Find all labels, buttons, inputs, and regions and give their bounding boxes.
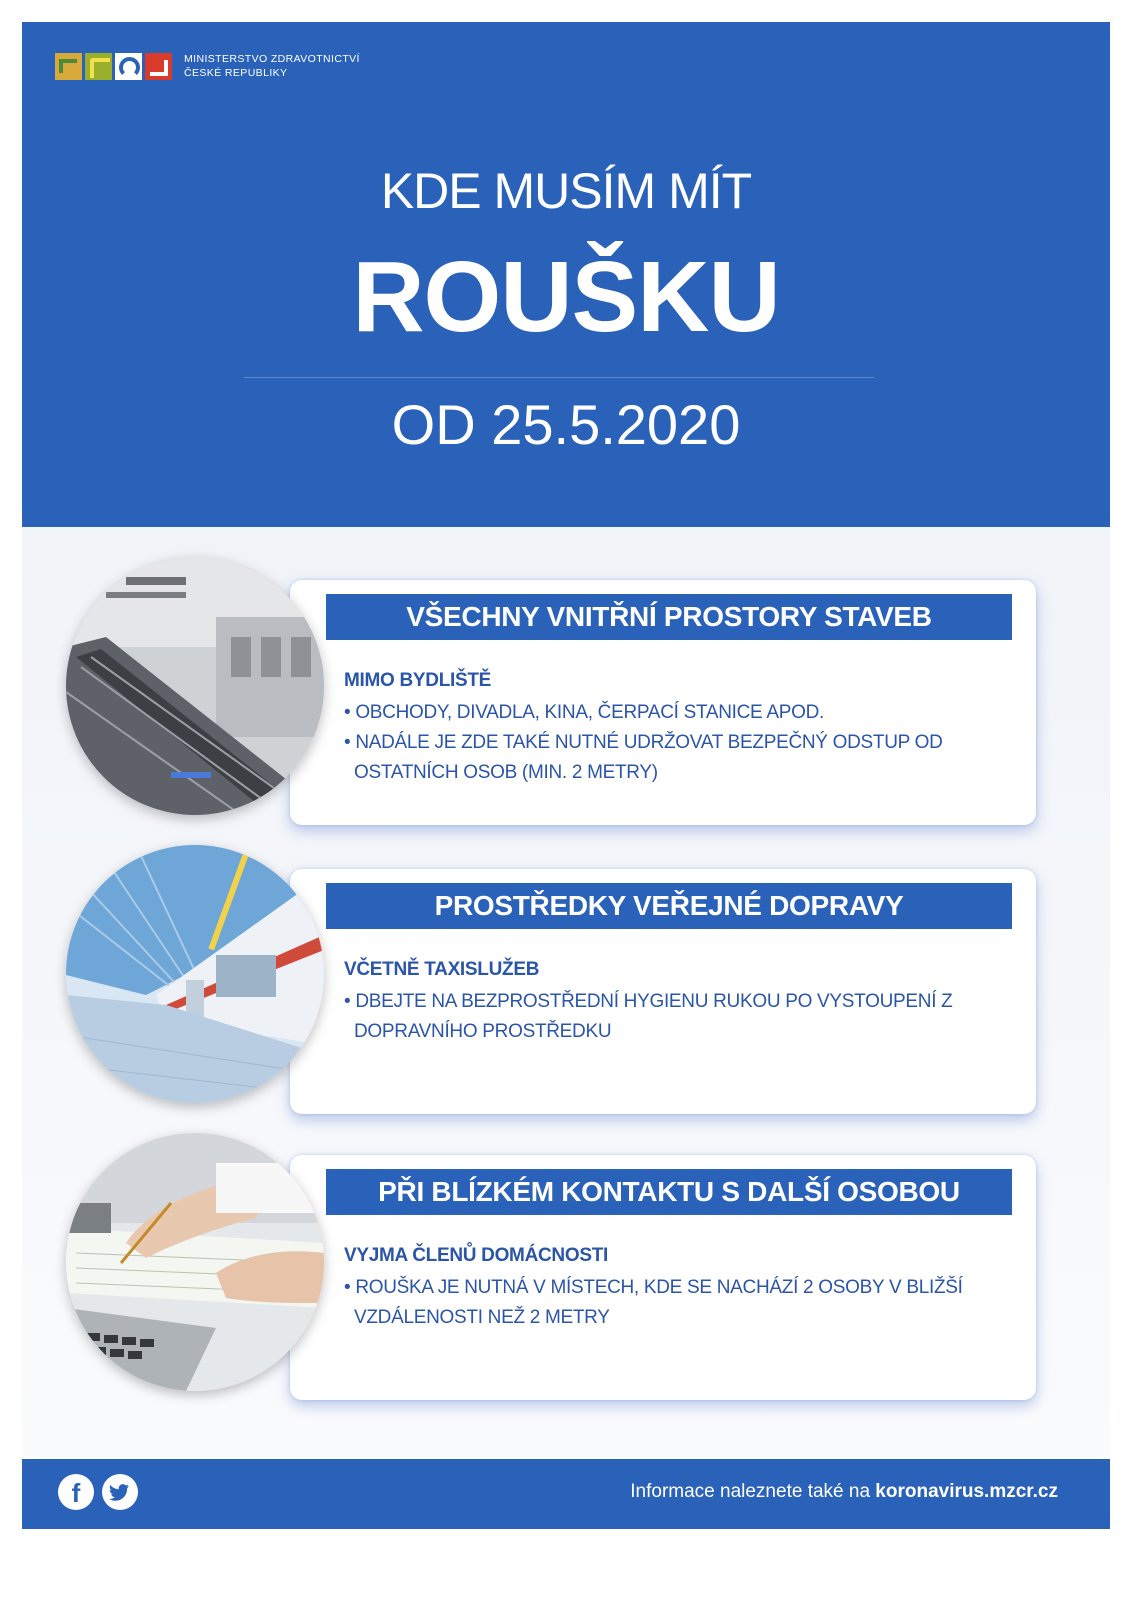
logo-square-2 [85, 53, 112, 80]
card-subheading: VYJMA ČLENŮ DOMÁCNOSTI [344, 1245, 608, 1266]
card-subheading: MIMO BYDLIŠTĚ [344, 670, 492, 691]
card-heading: PROSTŘEDKY VEŘEJNÉ DOPRAVY [326, 883, 1012, 929]
effective-date: OD 25.5.2020 [391, 393, 741, 456]
logo-square-3 [115, 53, 142, 80]
card-bullet-list [344, 698, 1004, 788]
card-subheading: VČETNĚ TAXISLUŽEB [344, 959, 540, 980]
title-divider [244, 377, 874, 378]
logo-square-1 [55, 53, 82, 80]
footer-info [630, 1481, 1058, 1503]
card-public-transport [290, 869, 1036, 1114]
title-line-2: ROUŠKU [352, 241, 780, 353]
ministry-name-line2: ČESKÉ REPUBLIKY [184, 67, 288, 79]
card-bullet-list [344, 1273, 1004, 1333]
card-buildings [290, 580, 1036, 825]
content-area [22, 527, 1110, 1457]
ministry-logo [55, 52, 360, 80]
footer-website-link[interactable]: koronavirus.mzcr.cz [875, 1481, 1058, 1502]
card-bullet: • OBCHODY, DIVADLA, KINA, ČERPACÍ STANICE APOD. [344, 702, 824, 723]
card-bullet: • ROUŠKA JE NUTNÁ V MÍSTECH, KDE SE NACHÁZÍ 2 OSOBY V BLIŽŠÍ VZDÁLENOSTI NEŽ 2 METRY [344, 1277, 963, 1328]
header-banner [22, 22, 1110, 527]
poster [22, 22, 1110, 1577]
title-line-1: KDE MUSÍM MÍT [380, 163, 752, 219]
card-bullet-list [344, 987, 1004, 1047]
metro-train-photo [66, 845, 324, 1103]
card-heading: PŘI BLÍZKÉM KONTAKTU S DALŠÍ OSOBOU [326, 1169, 1012, 1215]
card-bullet: • DBEJTE NA BEZPROSTŘEDNÍ HYGIENU RUKOU PO VYSTOUPENÍ Z DOPRAVNÍHO PROSTŘEDKU [344, 991, 953, 1042]
escalator-photo [66, 557, 324, 815]
ministry-logo-mark [55, 53, 172, 80]
twitter-icon[interactable] [102, 1474, 138, 1510]
ministry-name [184, 52, 360, 80]
card-heading: VŠECHNY VNITŘNÍ PROSTORY STAVEB [326, 594, 1012, 640]
meeting-hands-photo [66, 1133, 324, 1391]
social-links [58, 1474, 138, 1510]
ministry-name-line1: MINISTERSTVO ZDRAVOTNICTVÍ [184, 53, 360, 65]
footer-bar [22, 1459, 1110, 1529]
card-bullet: • NADÁLE JE ZDE TAKÉ NUTNÉ UDRŽOVAT BEZPEČNÝ ODSTUP OD OSTATNÍCH OSOB (MIN. 2 METRY) [344, 732, 943, 783]
footer-info-text: Informace naleznete také na [630, 1481, 876, 1502]
facebook-icon[interactable]: f [58, 1474, 94, 1510]
card-close-contact [290, 1155, 1036, 1400]
logo-square-4 [145, 53, 172, 80]
